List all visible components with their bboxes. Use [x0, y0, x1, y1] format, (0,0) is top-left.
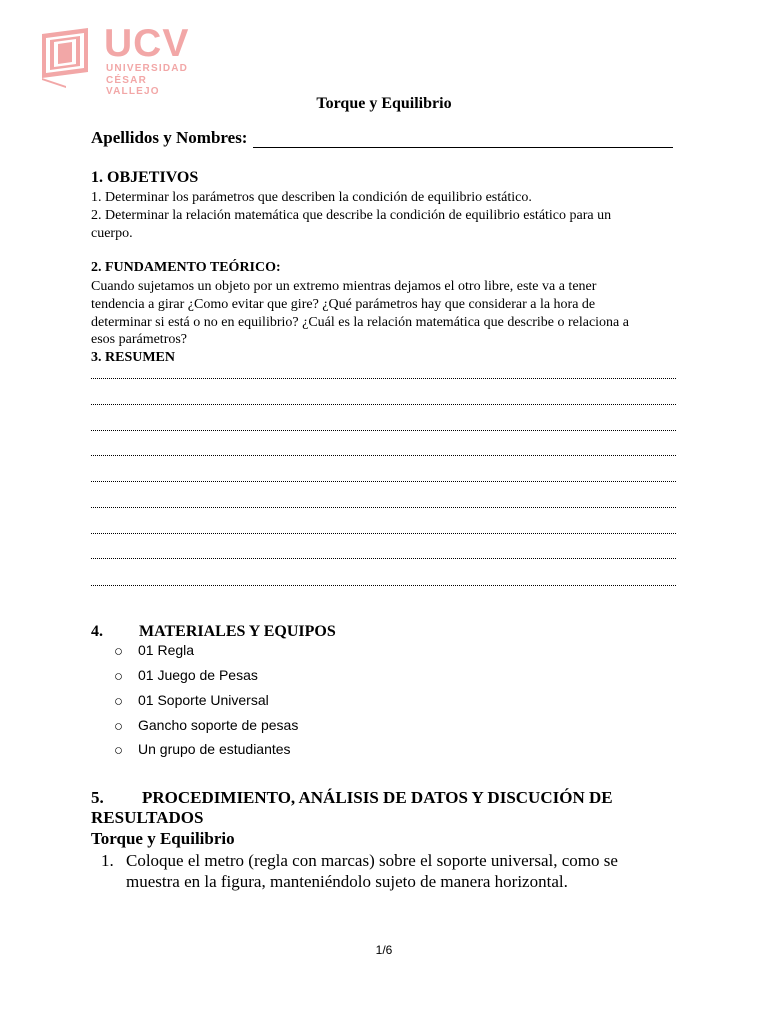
material-label: Gancho soporte de pesas [138, 717, 299, 733]
resumen-writing-line[interactable] [91, 533, 676, 534]
step-line-2: muestra en la figura, manteniéndolo sujeto de manera horizontal. [126, 872, 568, 891]
subheading-torque: Torque y Equilibrio [91, 829, 235, 848]
bullet-icon [115, 648, 122, 655]
logo-wordmark: UCV [104, 22, 190, 65]
step-number: 1. [101, 851, 114, 870]
section-procedimiento-heading-cont: RESULTADOS [91, 808, 204, 827]
resumen-writing-line[interactable] [91, 430, 676, 431]
resumen-writing-line[interactable] [91, 378, 676, 379]
section-objetivos-heading: 1. OBJETIVOS [91, 169, 199, 186]
list-item [113, 741, 291, 757]
objetivo-2: 2. Determinar la relación matemática que describe la condición de equilibrio estático para un [91, 208, 612, 223]
section-materiales-heading: 4. MATERIALES Y EQUIPOS [91, 623, 336, 640]
names-blank-line [253, 147, 673, 148]
section-resumen-heading: 3. RESUMEN [91, 350, 176, 365]
fundamento-line-1: Cuando sujetamos un objeto por un extremo mientras dejamos el otro libre, este va a tener [91, 279, 597, 294]
ucv-book-logo-icon [40, 28, 96, 88]
resumen-writing-line[interactable] [91, 585, 676, 586]
list-item [113, 642, 194, 658]
section-fundamento-heading: 2. FUNDAMENTO TEÓRICO: [91, 260, 281, 275]
resumen-writing-line[interactable] [91, 558, 676, 559]
document-title: Torque y Equilibrio [316, 95, 452, 112]
names-label: Apellidos y Nombres: [91, 128, 248, 147]
list-item [113, 717, 298, 733]
fundamento-line-2: tendencia a girar ¿Como evitar que gire? ¿Qué parámetros hay que considerar a la hora de [91, 297, 596, 312]
list-item [113, 667, 258, 683]
resumen-writing-line[interactable] [91, 404, 676, 405]
section-procedimiento-heading: 5. PROCEDIMIENTO, ANÁLISIS DE DATOS Y DISCUCIÓN DE [91, 788, 613, 807]
material-label: 01 Soporte Universal [138, 692, 269, 708]
bullet-icon [115, 723, 122, 730]
step-line-1: Coloque el metro (regla con marcas) sobre el soporte universal, como se [126, 851, 618, 870]
logo-line-2: CÉSAR VALLEJO [106, 75, 160, 97]
university-logo [40, 22, 200, 97]
fundamento-line-4: esos parámetros? [91, 332, 188, 347]
page-number: 1/6 [375, 943, 393, 957]
fundamento-line-3: determinar si está o no en equilibrio? ¿Cuál es la relación matemática que describe o relaciona a [91, 315, 629, 330]
material-label: 01 Regla [138, 642, 195, 658]
objetivo-2-cont: cuerpo. [91, 226, 133, 241]
bullet-icon [115, 673, 122, 680]
resumen-writing-line[interactable] [91, 507, 676, 508]
objetivo-1: 1. Determinar los parámetros que describen la condición de equilibrio estático. [91, 190, 532, 205]
resumen-writing-line[interactable] [91, 455, 676, 456]
material-label: Un grupo de estudiantes [138, 741, 291, 757]
bullet-icon [115, 698, 122, 705]
list-item [113, 692, 269, 708]
logo-line-1: UNIVERSIDAD [106, 63, 189, 74]
bullet-icon [115, 747, 122, 754]
material-label: 01 Juego de Pesas [138, 667, 258, 683]
resumen-writing-line[interactable] [91, 481, 676, 482]
